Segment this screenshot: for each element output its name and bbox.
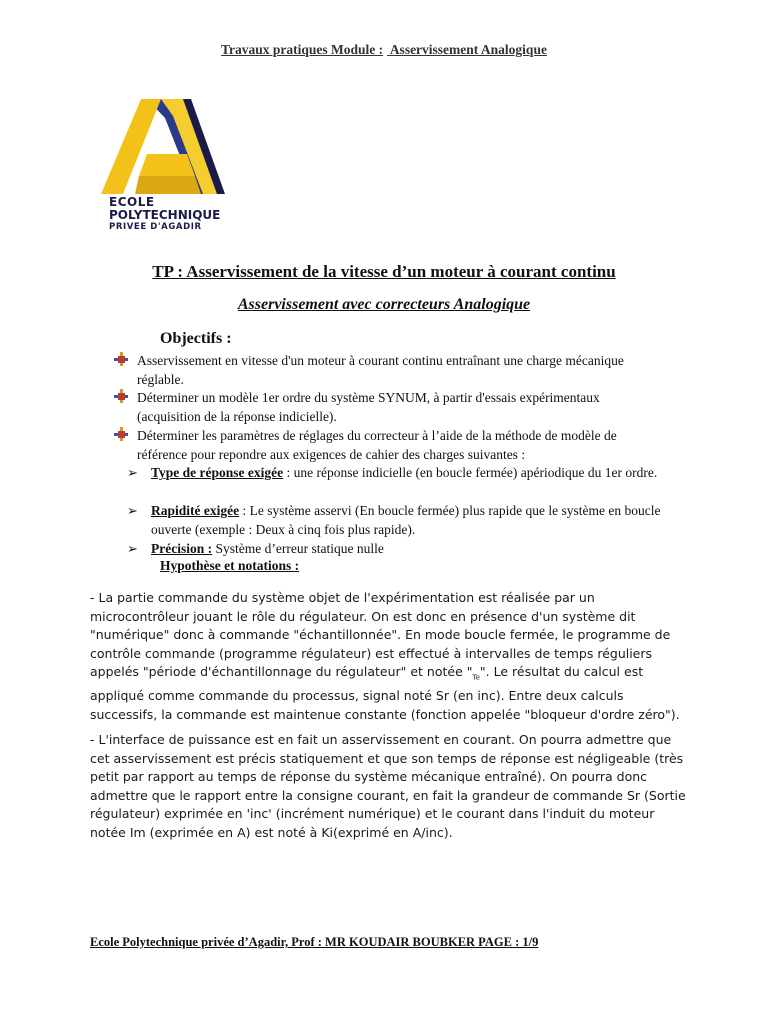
school-logo xyxy=(95,96,245,236)
arrow-bullet-icon: ➢ xyxy=(127,541,138,556)
requirement-text: : une réponse indicielle (en boucle fermée) apériodique du 1er ordre. xyxy=(283,465,658,480)
objective-item xyxy=(137,388,657,426)
requirement-label: Type de réponse exigée xyxy=(151,465,284,480)
objectifs-heading: Objectifs : xyxy=(160,330,232,347)
sampling-period-symbol: Te xyxy=(472,673,480,682)
objective-text: Déterminer les paramètres de réglages du correcteur à l’aide de la méthode de modèle de référence pour repondre aux exigences de cahier des charges suivantes : xyxy=(137,428,617,462)
requirement-text: : Le système asservi (En boucle fermée) plus rapide que le système en boucle ouverte (exemple : Deux à cinq fois plus rapide). xyxy=(151,503,661,537)
hypothese-paragraph-1 xyxy=(90,589,690,725)
document-title: TP : Asservissement de la vitesse d’un moteur à courant continu xyxy=(152,262,616,281)
logo-text-privee: PRIVEE D'AGADIR xyxy=(109,222,202,232)
arrow-bullet-icon: ➢ xyxy=(127,503,138,518)
cross-bullet-icon xyxy=(114,427,128,441)
logo-text-polytechnique: POLYTECHNIQUE xyxy=(109,208,221,222)
cross-bullet-icon xyxy=(114,352,128,366)
requirement-label: Rapidité exigée xyxy=(151,503,240,518)
header-module-label: Travaux pratiques Module : xyxy=(221,42,384,57)
requirement-text: Système d’erreur statique nulle xyxy=(212,541,384,556)
cross-bullet-icon xyxy=(114,389,128,403)
page-footer: Ecole Polytechnique privée d’Agadir, Prof : MR KOUDAIR BOUBKER PAGE : 1/9 xyxy=(90,935,539,949)
arrow-bullet-icon: ➢ xyxy=(127,465,138,480)
running-header xyxy=(0,42,768,58)
objective-text: Asservissement en vitesse d'un moteur à courant continu entraînant une charge mécanique réglable. xyxy=(137,353,624,387)
header-module-name: Asservissement Analogique xyxy=(389,42,547,57)
requirement-item xyxy=(127,539,681,558)
objective-item xyxy=(137,426,657,464)
objective-item xyxy=(137,351,657,389)
requirement-item xyxy=(127,463,681,482)
hypothese-heading: Hypothèse et notations : xyxy=(160,558,300,573)
logo-text-ecole: ECOLE xyxy=(109,195,155,209)
requirement-label: Précision : xyxy=(151,541,213,556)
requirement-item xyxy=(127,501,681,539)
hypothese-paragraph-2: - L'interface de puissance est en fait un asservissement en courant. On pourra admettre que cet asservissement est précis statiquement et que son temps de réponse est négligeable (très petit par rapport au temps de réponse du système mécanique entraîné). On pourra donc admettre que le rapport entre la consigne courant, en fait la grandeur de commande Sr (Sortie régulateur) exprimée en 'inc' (incrément numérique) et le courant dans l'induit du moteur notée Im (exprimée en A) est noté à Ki(exprimé en A/inc). xyxy=(90,732,686,840)
paragraph-text: - La partie commande du système objet de l'expérimentation est réalisée par un microcontrôleur jouant le rôle du régulateur. On est donc en présence d'un système dit "numérique" donc à commande "échantillonnée". En mode boucle fermée, le programme de contrôle commande (programme régulateur) est effectué à intervalles de temps réguliers appelés "période d'échantillonnage du régulateur" et notée " xyxy=(90,590,671,680)
document-subtitle: Asservissement avec correcteurs Analogique xyxy=(237,296,531,313)
objective-text: Déterminer un modèle 1er ordre du système SYNUM, à partir d'essais expérimentaux (acquisition de la réponse indicielle). xyxy=(137,390,600,424)
paragraph-text: ". Le résultat du calcul est appliqué comme commande du processus, signal noté Sr (en inc). Entre deux calculs successifs, la commande est maintenue constante (fonction appelée "bloqueur d'ordre zéro"). xyxy=(90,664,680,723)
